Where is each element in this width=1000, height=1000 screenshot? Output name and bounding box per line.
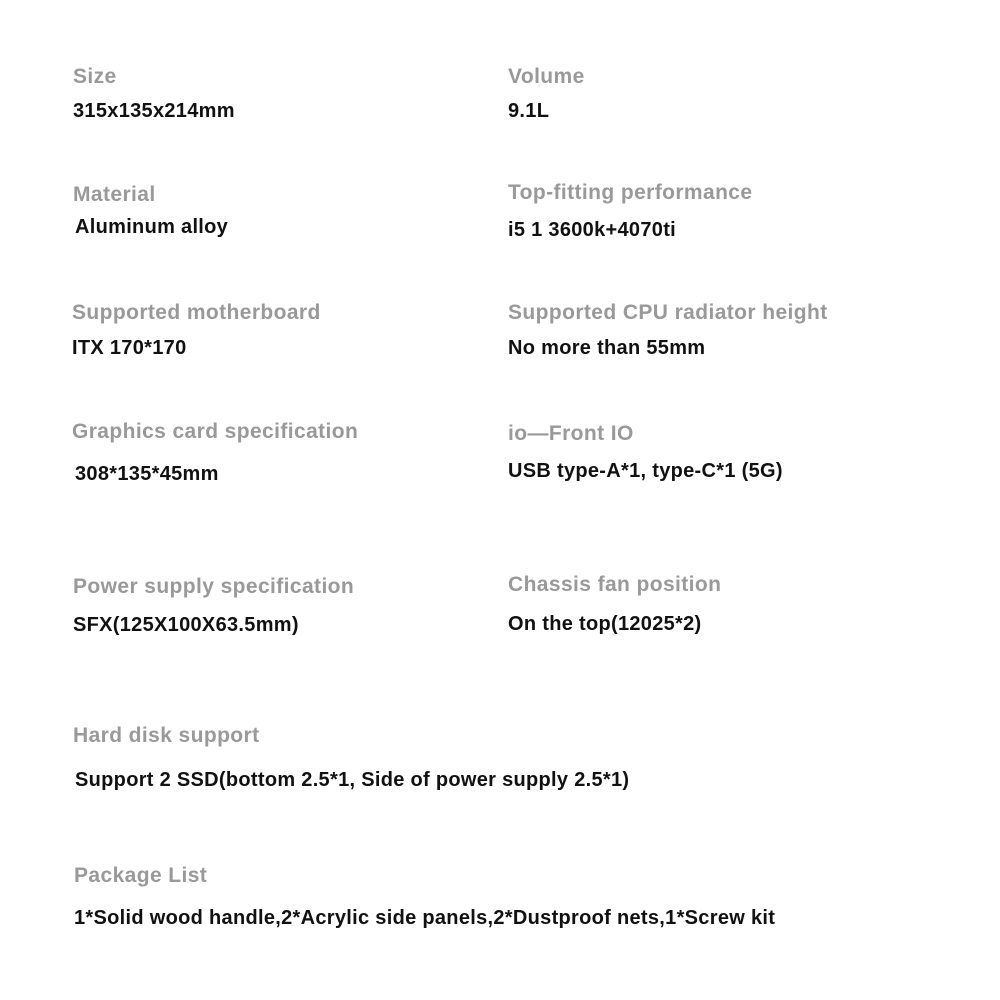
spec-label: Supported motherboard (72, 301, 321, 324)
spec-value: 9.1L (508, 100, 550, 122)
spec-label: Chassis fan position (508, 573, 722, 596)
spec-value: On the top(12025*2) (508, 613, 702, 635)
spec-label: Material (73, 183, 156, 206)
spec-label: Package List (74, 864, 208, 887)
spec-size (73, 66, 235, 121)
spec-hard-disk (73, 725, 629, 790)
spec-value: Support 2 SSD(bottom 2.5*1, Side of power supply 2.5*1) (75, 769, 630, 791)
spec-value: 1*Solid wood handle,2*Acrylic side panels,2*Dustproof nets,1*Screw kit (74, 907, 776, 929)
spec-graphics-card (72, 421, 358, 484)
spec-front-io (508, 423, 783, 481)
spec-value: Aluminum alloy (75, 216, 229, 238)
spec-label: Power supply specification (73, 575, 355, 598)
spec-fan-position (508, 574, 721, 634)
spec-label: Size (73, 65, 117, 88)
spec-value: SFX(125X100X63.5mm) (73, 614, 299, 636)
spec-power-supply (73, 576, 354, 635)
spec-label: Supported CPU radiator height (508, 301, 828, 324)
spec-material (73, 184, 228, 237)
spec-label: Hard disk support (73, 724, 260, 747)
spec-package-list (74, 865, 775, 928)
spec-label: io—Front IO (508, 422, 634, 445)
spec-value: 308*135*45mm (75, 463, 219, 485)
spec-volume (508, 66, 585, 121)
spec-label: Graphics card specification (72, 420, 359, 443)
spec-value: USB type-A*1, type-C*1 (5G) (508, 460, 783, 482)
spec-cpu-radiator (508, 302, 828, 358)
spec-value: i5 1 3600k+4070ti (508, 219, 677, 241)
spec-value: ITX 170*170 (72, 337, 187, 359)
spec-label: Volume (508, 65, 585, 88)
spec-value: 315x135x214mm (73, 100, 235, 122)
spec-motherboard (72, 302, 321, 358)
spec-value: No more than 55mm (508, 337, 706, 359)
spec-performance (508, 182, 752, 240)
spec-label: Top-fitting performance (508, 181, 753, 204)
